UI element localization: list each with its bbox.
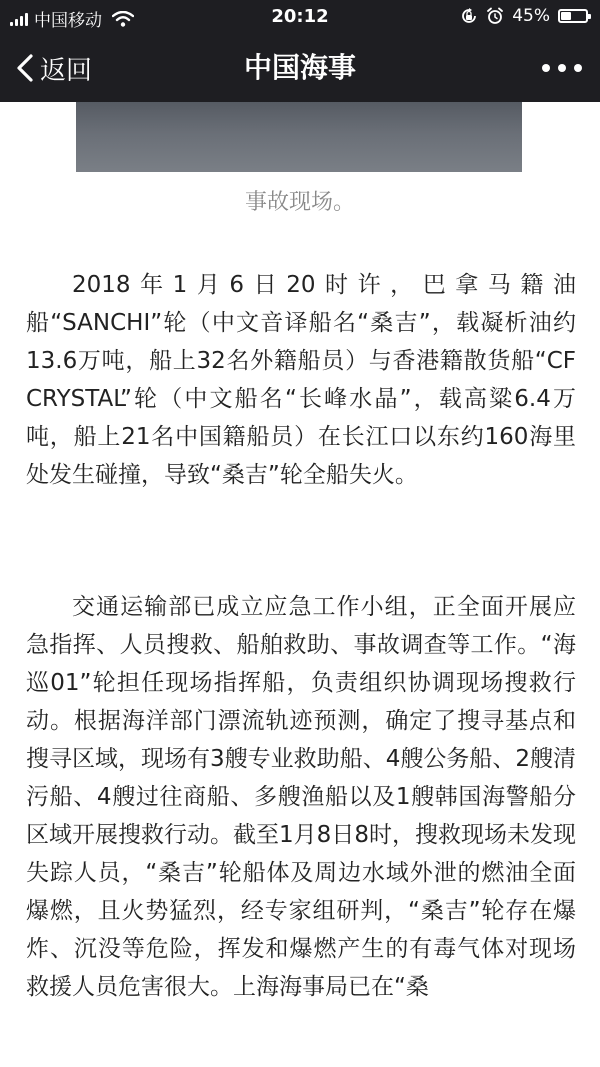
alarm-icon — [486, 7, 504, 25]
back-label: 返回 — [40, 55, 93, 86]
page-title: 中国海事 — [243, 51, 356, 84]
status-time: 20:12 — [271, 6, 329, 27]
article-paragraph: 交通运输部已成立应急工作小组，正全面开展应急指挥、人员搜救、船舶救助、事故调查等工作。“海巡01”轮担任现场指挥船，负责组织协调现场搜救行动。根据海洋部门漂流轨迹预测，确定了搜寻基点和搜寻区域，现场有3艘专业救助船、4艘公务船、2艘清污船、4艘过往商船、多艘渔船以及1艘韩国海警船分区域开展搜救行动。截至1月8日8时，搜救现场未发现失踪人员，“桑吉”轮船体及周边水域外泄的燃油全面爆燃，且火势猛烈，经专家组研判，“桑吉”轮存在爆炸、沉没等危险，挥发和爆燃产生的有毒气体对现场救援人员危害很大。上海海事局已在“桑 — [26, 594, 576, 1000]
more-icon-dot — [542, 64, 550, 72]
more-button[interactable] — [542, 54, 582, 82]
battery-icon — [558, 9, 588, 23]
more-icon-dot — [558, 64, 566, 72]
status-right — [460, 6, 588, 26]
orientation-lock-icon — [460, 7, 478, 25]
carrier-name: 中国移动 — [34, 11, 102, 31]
article-paragraph: 2018年1月6日20时许，巴拿马籍油船“SANCHI”轮（中文音译船名“桑吉”，载凝析油约13.6万吨，船上32名外籍船员）与香港籍散货船“CF CRYSTAL”轮（中文船名“长峰水晶”，载高粱6.4万吨，船上21名中国籍船员）在长江口以东约160海里处发生碰撞，导致“桑吉”轮全船失火。 — [26, 272, 576, 488]
accident-scene-image — [76, 102, 522, 172]
more-icon-dot — [574, 64, 582, 72]
battery-percent: 45% — [512, 6, 550, 26]
nav-bar — [0, 34, 600, 102]
battery-fill — [561, 12, 571, 20]
status-bar — [0, 0, 600, 34]
image-caption: 事故现场。 — [244, 190, 355, 215]
